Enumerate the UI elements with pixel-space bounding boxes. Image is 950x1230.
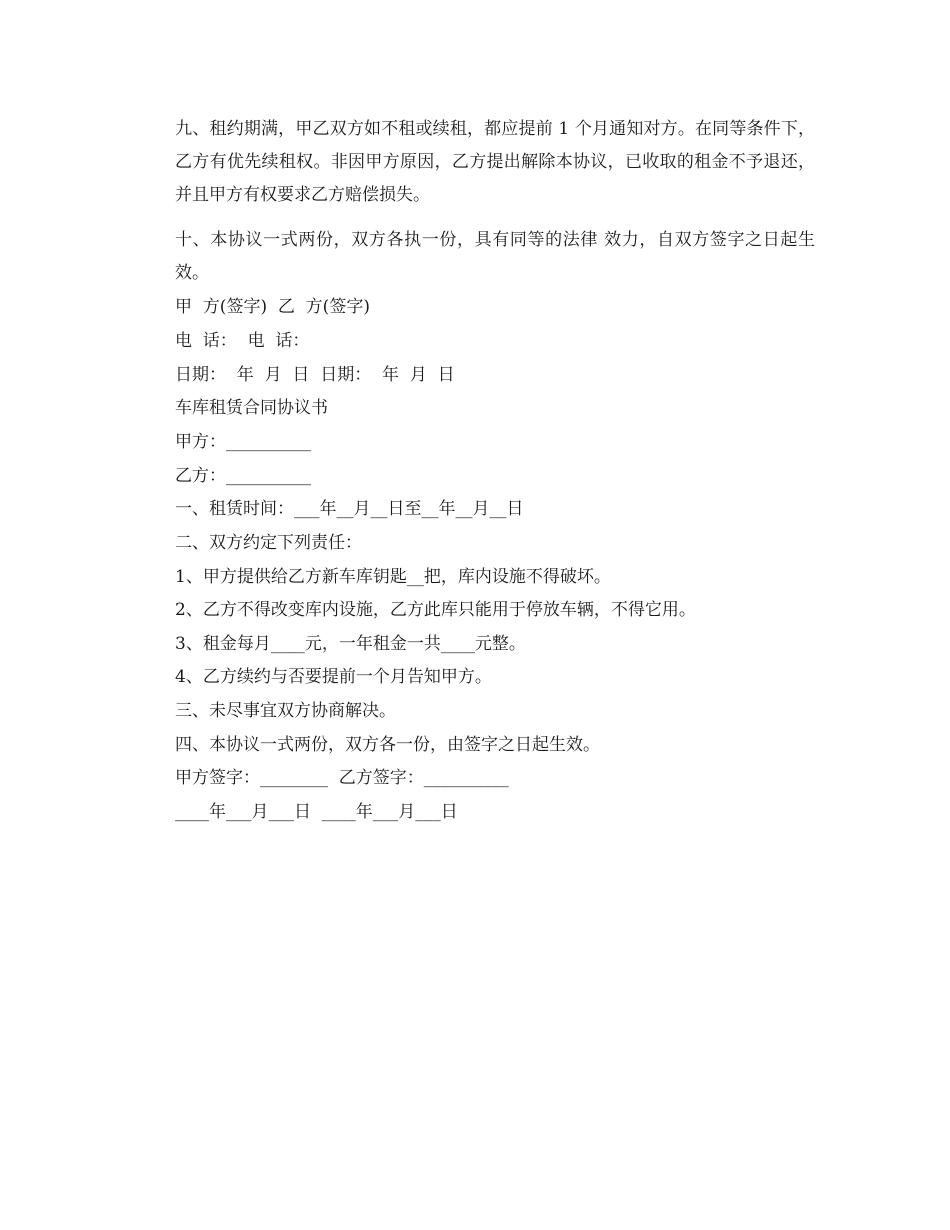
item-copies: 四、本协议一式两份，双方各一份，由签字之日起生效。 (175, 735, 600, 755)
signature-phone-line: 电 话： 电 话： (175, 331, 310, 351)
clause-nine (175, 113, 815, 212)
signature-date-line: 日期： 年 月 日 日期： 年 月 日 (175, 365, 455, 385)
item-rent: 3、租金每月____元，一年租金一共____元整。 (175, 634, 526, 654)
signature-parties-line: 甲 方(签字) 乙 方(签字) (175, 297, 370, 317)
item-facilities: 2、乙方不得改变库内设施，乙方此库只能用于停放车辆，不得它用。 (175, 600, 696, 620)
clause-nine-text: 九、租约期满，甲乙双方如不租或续租，都应提前 1 个月通知对方。在同等条件下，乙方有优先续租权。非因甲方原因，乙方提出解除本协议，已收取的租金不予退还，并且甲方有权要求乙方赔偿损失。 (175, 119, 815, 205)
clause-ten-text: 十、本协议一式两份，双方各执一份，具有同等的法律 效力，自双方签字之日起生效。 (175, 230, 815, 283)
item-other-matters: 三、未尽事宜双方协商解决。 (175, 701, 396, 721)
sign-dates-line: ____年___月___日 ____年___月___日 (175, 802, 458, 822)
item-lease-period: 一、租赁时间：___年__月__日至__年__月__日 (175, 499, 524, 519)
item-responsibilities: 二、双方约定下列责任： (175, 533, 362, 553)
party-b-field: 乙方：__________ (175, 466, 311, 486)
party-a-field: 甲方：__________ (175, 432, 311, 452)
item-keys: 1、甲方提供给乙方新车库钥匙__把，库内设施不得破坏。 (175, 567, 611, 587)
clause-ten (175, 224, 815, 290)
item-renewal: 4、乙方续约与否要提前一个月告知甲方。 (175, 667, 492, 687)
signatures-line: 甲方签字：________ 乙方签字：__________ (175, 768, 509, 788)
contract-title: 车库租赁合同协议书 (175, 398, 328, 418)
